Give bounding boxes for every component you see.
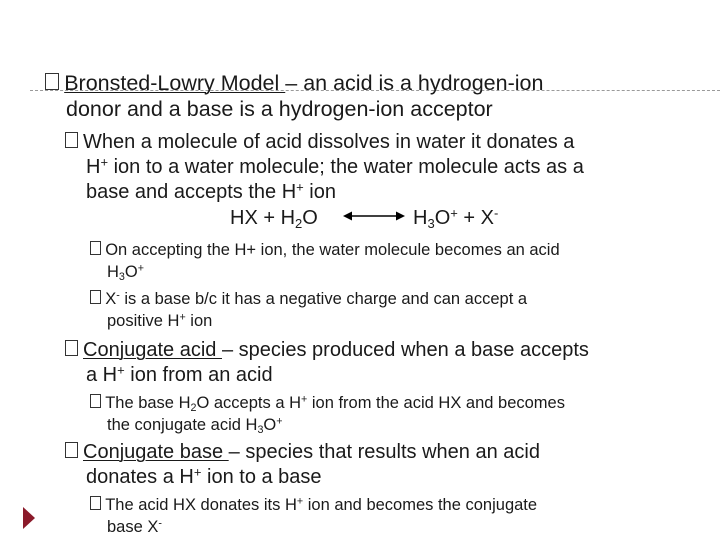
term-conjugate-acid: Conjugate acid [83,339,222,361]
bullet-x-base: X- is a base b/c it has a negative charge and can accept a positive H+ ion [90,288,527,332]
square-bullet-icon [45,73,59,90]
bullet-conjugate-acid: Conjugate acid – species produced when a base accepts a H+ ion from an acid [65,338,589,388]
square-bullet-icon [65,442,78,458]
play-triangle-icon[interactable] [23,507,35,529]
equation-right: $H_3O^+ + X^-$ [413,205,499,231]
square-bullet-icon [65,132,78,148]
square-bullet-icon [90,241,101,255]
square-bullet-icon [90,290,101,304]
equation-left: HX + $H_2O$ [230,207,318,231]
term-bronsted-lowry: Bronsted-Lowry Model [64,71,286,95]
bullet-bronsted-lowry: Bronsted-Lowry Model – an acid is a hydrogen-ion donor and a base is a hydrogen-ion acceptor [45,70,543,122]
bullet-conjugate-base: Conjugate base – species that results when an acid donates a H+ ion to a base [65,440,540,490]
bullet-acid-dissolves: When a molecule of acid dissolves in water it donates a H+ ion to a water molecule; the water molecule acts as a base and accepts the H+ ion [65,130,584,205]
bullet-on-accepting: On accepting the H+ ion, the water molecule becomes an acid $H_3O^+$ [90,239,560,283]
double-headed-arrow-icon [343,210,405,222]
term-conjugate-base: Conjugate base [83,441,229,463]
bullet-acid-hx-donates: The acid HX donates its H+ ion and becomes the conjugate base X- [90,494,537,538]
square-bullet-icon [90,496,101,510]
square-bullet-icon [65,340,78,356]
square-bullet-icon [90,394,101,408]
bullet-base-h2o: The base $H_2O$ accepts a H+ ion from the acid HX and becomes the conjugate acid $H_3O^+$ [90,392,565,436]
